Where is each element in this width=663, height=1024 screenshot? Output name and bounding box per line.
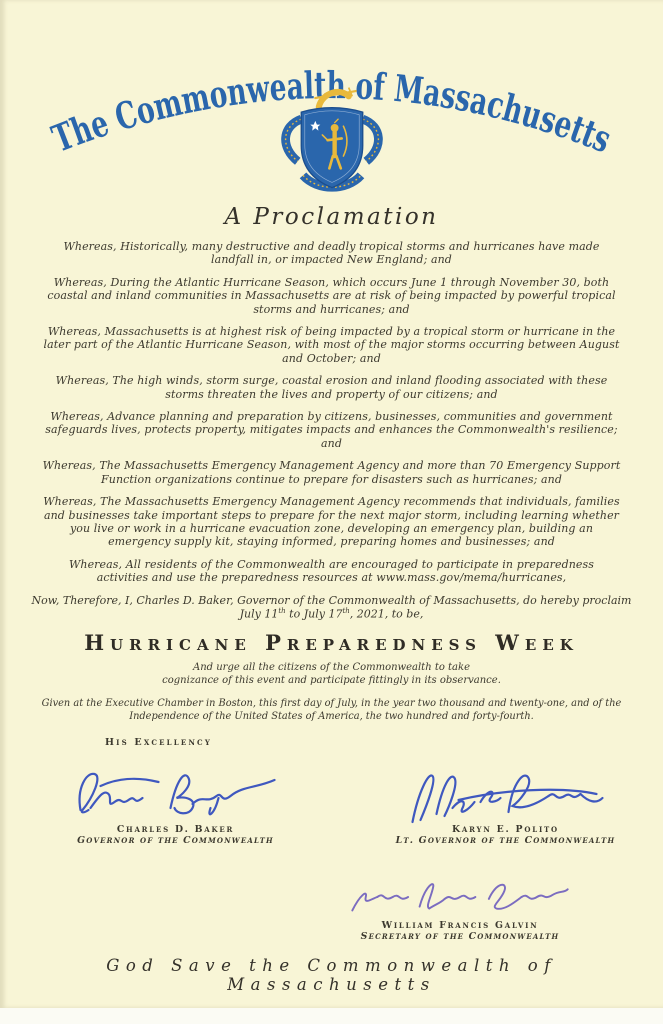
whereas-paragraph-1: Whereas, Historically, many destructive and deadly tropical storms and hurricanes have made landfall in, or impacted New England; and bbox=[63, 240, 600, 267]
signatory-name: Karyn E. Polito bbox=[452, 824, 559, 836]
week-title: Hurricane Preparedness Week bbox=[84, 630, 579, 655]
galvin-signature-block bbox=[295, 872, 625, 942]
proclaim-text-1: Now, Therefore, I, Charles D. Baker, Governor of the Commonwealth of Massachusetts, do hereby proclaim July 11 bbox=[31, 593, 632, 621]
shield bbox=[301, 108, 363, 188]
proclaim-text-2: to July 17 bbox=[285, 607, 343, 621]
proclamation-body bbox=[0, 204, 663, 942]
given-clause: Given at the Executive Chamber in Boston, this first day of July, in the year two thousand and twenty-one, and of the Independence of the United States of America, the two hundred and forty-fourth. bbox=[41, 698, 622, 723]
signatory-name: Charles D. Baker bbox=[116, 824, 235, 836]
crest-arm bbox=[318, 92, 348, 107]
ribbon-right bbox=[362, 119, 378, 161]
polito-signature-icon bbox=[393, 764, 618, 826]
commonwealth-title: The Commonwealth of Massachusetts bbox=[46, 62, 623, 164]
baker-signature-icon bbox=[58, 764, 293, 826]
whereas-paragraph-6: Whereas, The Massachusetts Emergency Management Agency and more than 70 Emergency Support Function organizations continue to prepare for disasters such as hurricanes; and bbox=[42, 459, 621, 486]
whereas-paragraph-4: Whereas, The high winds, storm surge, coastal erosion and inland flooding associated with these storms threaten the lives and property of our citizens; and bbox=[55, 374, 608, 401]
polito-signature-block bbox=[393, 764, 618, 846]
whereas-paragraph-5: Whereas, Advance planning and preparation by citizens, businesses, communities and government safeguards lives, protects property, mitigates impacts and enhances the Commonwealth's resilience; and bbox=[45, 410, 618, 450]
urge-line-2: cognizance of this event and participate fittingly in its observance. bbox=[162, 675, 501, 686]
whereas-paragraph-3: Whereas, Massachusetts is at highest risk of being impacted by a tropical storm or hurricane in the later part of the Atlantic Hurricane Season, with most of the major storms occurring between August and October; and bbox=[43, 325, 620, 365]
ordinal-suffix: th bbox=[342, 606, 350, 615]
whereas-paragraph-8: Whereas, All residents of the Commonwealth are encouraged to participate in preparedness activities and use the preparedness resources at www.mass.gov/mema/hurricanes, bbox=[68, 557, 594, 585]
signatory-title: Governor of the Commonwealth bbox=[77, 835, 274, 847]
signatory-title: Lt. Governor of the Commonwealth bbox=[395, 835, 616, 847]
proclaim-paragraph bbox=[32, 594, 632, 621]
whereas-paragraph-7: Whereas, The Massachusetts Emergency Management Agency recommends that individuals, families and businesses take important steps to prepare for the next major storm, including learning whether you live or work in a hurricane evacuation zone, developing an emergency plan, building an emergency supply kit, staying informed, preparing homes and businesses; and bbox=[43, 495, 620, 549]
baker-signature-block bbox=[58, 764, 293, 846]
ordinal-suffix: th bbox=[278, 606, 286, 615]
signatory-title: Secretary of the Commonwealth bbox=[360, 931, 560, 943]
urge-line-1: And urge all the citizens of the Commonwealth to take bbox=[192, 662, 470, 673]
his-excellency-label: His Excellency bbox=[105, 737, 213, 749]
whereas-paragraph-2: Whereas, During the Atlantic Hurricane Season, which occurs June 1 through November 30, both coastal and inland communities in Massachusetts are at risk of being impacted by powerful tropical storms and hurricanes; and bbox=[47, 275, 616, 316]
footer-motto: God Save the Commonwealth of Massachusetts bbox=[106, 956, 557, 994]
signature-row bbox=[0, 764, 663, 846]
proclaim-text-3: , 2021, to be, bbox=[349, 607, 424, 621]
proclamation-heading: A Proclamation bbox=[224, 204, 439, 230]
galvin-signature-icon bbox=[340, 872, 580, 922]
signatory-name: William Francis Galvin bbox=[381, 920, 539, 932]
massachusetts-coat-of-arms-icon bbox=[266, 84, 398, 207]
ribbon-left bbox=[285, 119, 301, 161]
